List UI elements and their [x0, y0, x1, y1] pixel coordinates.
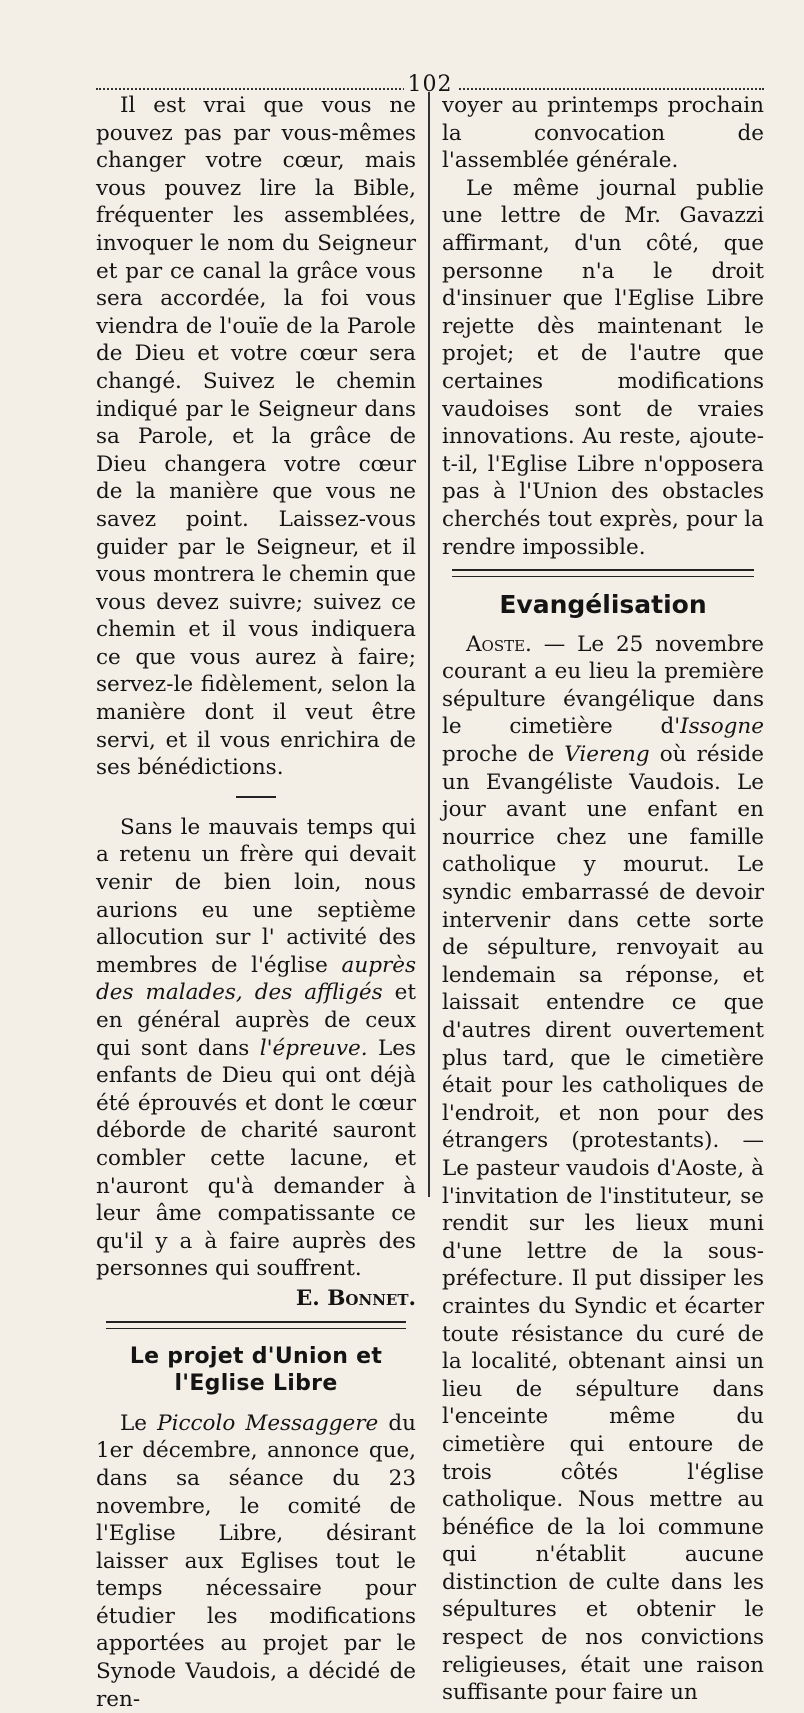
right-paragraph-3-italic-2: Viereng — [564, 742, 650, 768]
left-paragraph-1: Il est vrai que vous ne pouvez pas par vous-mêmes changer votre cœur, mais vous pouvez lire la Bible, fréquenter les assemblées, invoquer le nom du Seigneur et par ce canal la grâce vous sera accordée, la foi vous viendra de l'ouïe de la Parole de Dieu et votre cœur sera changé. Suivez le chemin indiqué par le Seigneur dans sa Parole, et la grâce de Dieu changera votre cœur de la manière que vous ne savez point. Laissez-vous guider par le Seigneur, et il vous montrera le chemin que vous devez suivre; suivez ce chemin et il vous indiquera ce que vous aurez à faire; servez-le fidèlement, selon la manière dont il veut être servi, et il vous enrichira de ses bénédictions. — [96, 93, 416, 781]
left-paragraph-3 — [96, 1410, 416, 1713]
right-paragraph-2: Le même journal publie une lettre de Mr. Gavazzi affirmant, d'un côté, que personne n'a le droit d'insinuer que l'Eglise Libre rejette dès maintenant le projet; et de l'autre que certaines modifications vaudoises sont de vraies innovations. Au reste, ajoute-t-il, l'Eglise Libre n'opposera pas à l'Union des obstacles cherchés tout exprès, pour la rendre impossible. — [442, 175, 764, 560]
page-number: 102 — [404, 72, 457, 97]
left-paragraph-3-text-2: du 1er décembre, annonce que, dans sa séance du 23 novembre, le comité de l'Eglise Libre, désirant laisser aux Eglises tout le temps nécessaire pour étudier les modifications apportées au projet par le Synode Vaudois, a décidé de ren- — [96, 1410, 416, 1712]
right-paragraph-3-text-2: proche de — [442, 742, 565, 768]
left-paragraph-2-italic-1: auprès des malades, des affligés — [96, 952, 416, 1006]
right-paragraph-3-text-1: — Le 25 novembre courant a eu lieu la première sépulture évangélique dans le cimetière d' — [442, 631, 764, 740]
right-paragraph-3-text-3: où réside un Evangéliste Vaudois. Le jour avant une enfant en nourrice chez une famille catholique y mourut. Le syndic embarrassé de devoir intervenir dans cette sorte de sépulture, renvoyait au lendemain sa réponse, et laissait entendre ce que d'autres dirent ouvertement plus tard, que le cimetière était pour les catholiques de l'endroit, et non pour des étrangers (protestants). — Le pasteur vaudois d'Aoste, à l'invitation de l'instituteur, se rendit sur les lieux muni d'une lettre de la sous-préfecture. Il put dissiper les craintes du Syndic et écarter toute résistance du curé de la localité, obtenant ainsi un lieu de sépulture dans l'enceinte même du cimetière qui entoure de trois côtés l'église catholique. Nous mettre au bénéfice de la loi commune qui n'établit aucune distinction de culte dans les sépultures et obtenir le respect de nos convictions religieuses, était une raison suffisante pour faire un — [442, 742, 764, 1706]
left-paragraph-3-italic: Piccolo Messaggere — [157, 1410, 379, 1436]
text-columns — [96, 92, 764, 1712]
left-paragraph-2 — [96, 814, 416, 1283]
right-column — [430, 92, 764, 1706]
right-paragraph-1: voyer au printemps prochain la convocation de l'assemblée générale. — [442, 93, 764, 174]
page-header — [96, 58, 764, 97]
author-signature: E. Bonnet. — [295, 1285, 416, 1311]
double-rule-separator-right — [452, 569, 754, 577]
left-paragraph-2-italic-2: l'épreuve. — [259, 1035, 368, 1061]
left-paragraph-3-text-1: Le — [120, 1410, 158, 1436]
section-title: Evangélisation — [499, 590, 707, 620]
left-paragraph-2-text-2: et en général auprès de ceux qui sont dans — [96, 980, 416, 1061]
right-paragraph-3 — [442, 631, 764, 1707]
left-paragraph-2-text-1: Sans le mauvais temps qui a retenu un frère qui devait venir de bien loin, nous aurions eu une septième allocution sur l' activité des membres de l'église — [96, 814, 416, 978]
right-paragraph-3-italic-1: Issogne — [680, 714, 764, 740]
dateline-place: Aoste. — [466, 631, 532, 657]
double-rule-separator — [106, 1321, 406, 1329]
left-paragraph-2-text-3: Les enfants de Dieu qui ont déjà été éprouvés et dont le cœur déborde de charité sauront combler cette lacune, et n'auront qu'à demander à leur âme compatissante ce qu'il y a à faire auprès des personnes qui souffrent. — [96, 1035, 416, 1282]
short-separator — [236, 796, 276, 798]
article-title: Le projet d'Union et l'Eglise Libre — [129, 1343, 383, 1397]
left-column — [96, 92, 430, 1712]
